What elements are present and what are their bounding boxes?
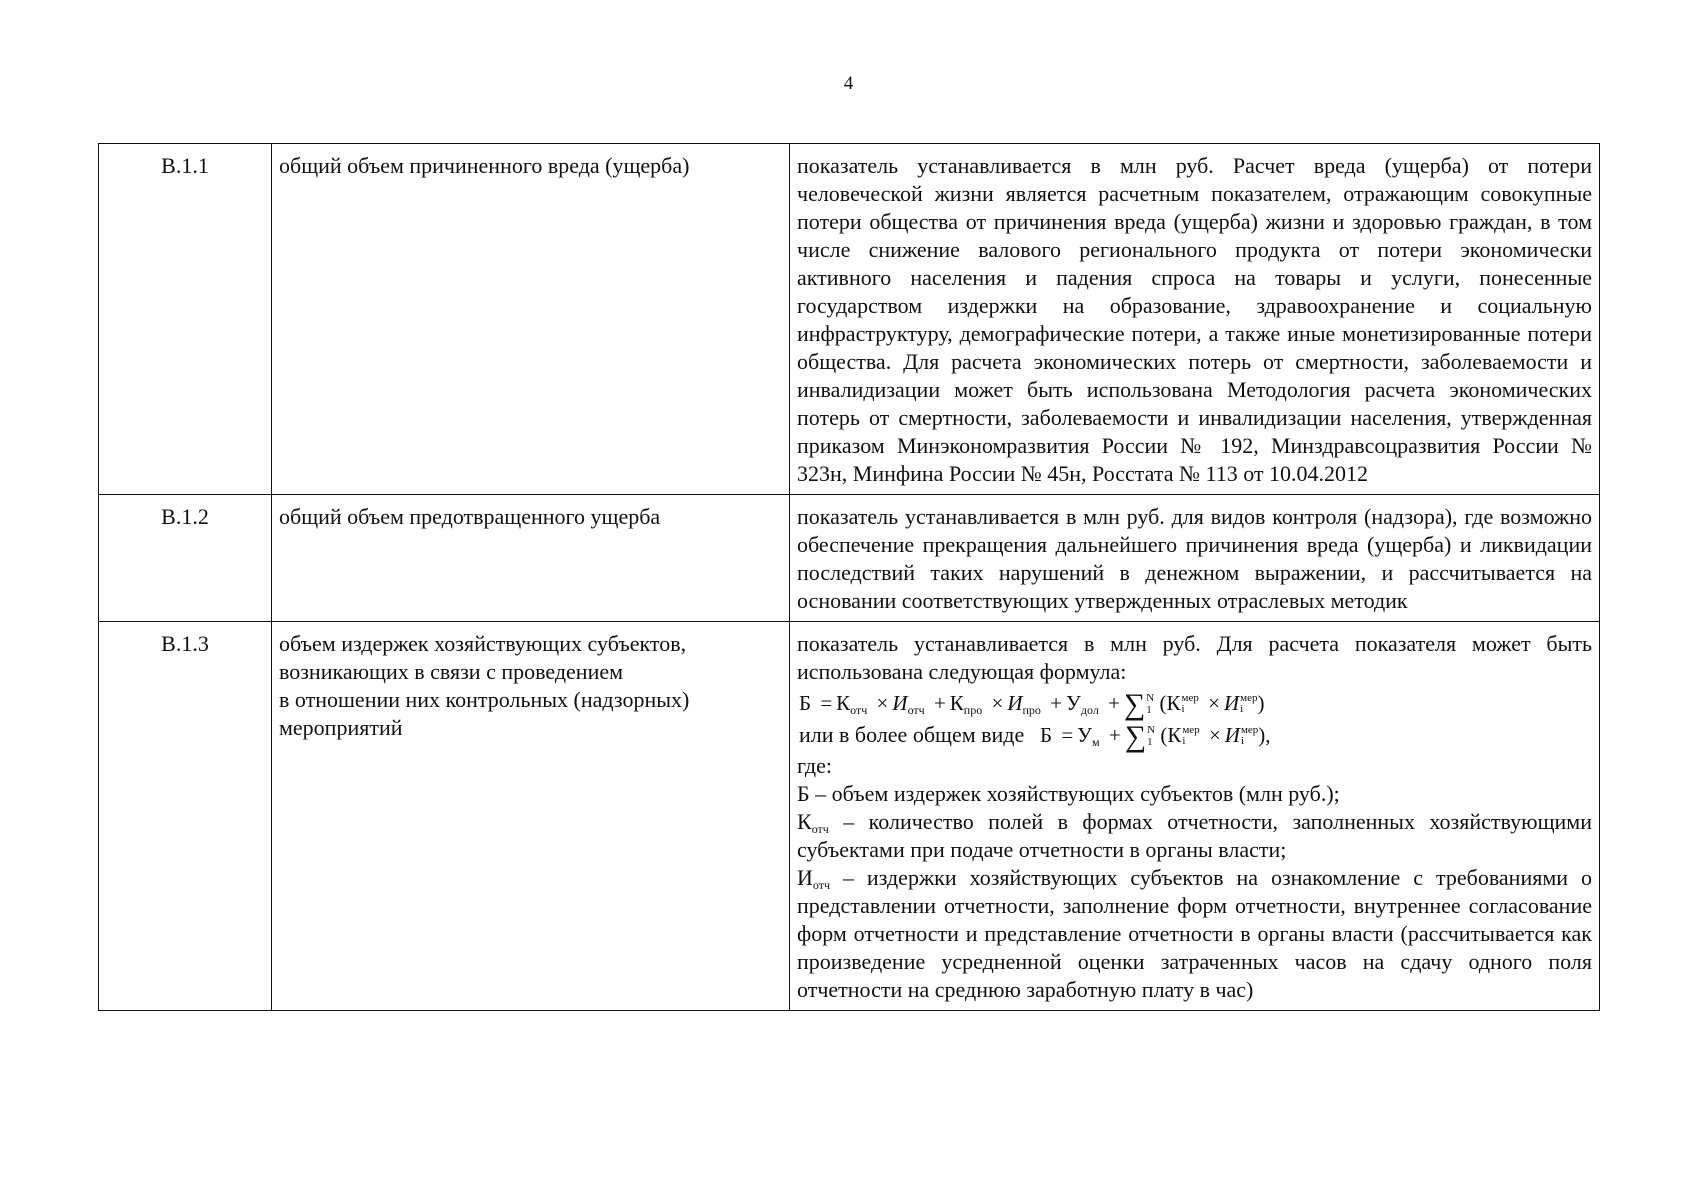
- row-description: показатель устанавливается в млн руб. для видов контроля (надзора), где возможно обеспечение прекращения дальнейшего причинения вреда (ущерба) и ликвидации последствий таких нарушений в денежном выражении, и рассчитывается на основании соответствующих утвержденных отраслевых методик: [790, 495, 1600, 622]
- row-name-line: мероприятий: [279, 715, 403, 740]
- definition-b: Б – объем издержек хозяйствующих субъектов (млн руб.);: [797, 781, 1340, 806]
- table-row: [99, 144, 1600, 495]
- row-name: общий объем причиненного вреда (ущерба): [272, 144, 790, 495]
- row-code: В.1.3: [99, 622, 272, 1011]
- definition-k-otch: $К_{отч}$ – количество полей в формах отчетности, заполненных хозяйствующими субъектами при подаче отчетности в органы власти;: [797, 809, 1592, 862]
- definition-i-otch: $И_{отч}$ – издержки хозяйствующих субъектов на ознакомление с требованиями о представлении отчетности, заполнение форм отчетности, внутреннее согласование форм отчетности и представление отчетности в органы власти (рассчитывается как произведение усредненной оценки затраченных часов на сдачу одного поля отчетности на среднюю заработную плату в час): [797, 865, 1592, 1002]
- row-name-line: объем издержек хозяйствующих субъектов,: [279, 631, 687, 656]
- page-number: 4: [843, 73, 854, 94]
- row-description: показатель устанавливается в млн руб. Расчет вреда (ущерба) от потери человеческой жизни является расчетным показателем, отражающим совокупные потери общества от причинения вреда (ущерба) жизни и здоровью граждан, в том числе снижение валового регионального продукта от потери экономически активного населения и падения спроса на товары и услуги, понесенные государством издержки на образование, здравоохранение и социальную инфраструктуру, демографические потери, а также иные монетизированные потери общества. Для расчета экономических потерь от смертности, заболеваемости и инвалидизации может быть использована Методология расчета экономических потерь от смертности, заболеваемости и инвалидизации населения, утвержденная приказом Минэкономразвития России № 192, Минздравсоцразвития России № 323н, Минфина России № 45н, Росстата № 113 от 10.04.2012: [790, 144, 1600, 495]
- row-description: [790, 622, 1600, 1011]
- where-label: где:: [797, 753, 832, 778]
- formula-intro: показатель устанавливается в млн руб. Для расчета показателя может быть использована следующая формула:: [797, 631, 1592, 684]
- row-name-line: в отношении них контрольных (надзорных): [279, 687, 690, 712]
- indicators-table: [98, 143, 1600, 1011]
- row-code: В.1.1: [99, 144, 272, 495]
- table-row: [99, 622, 1600, 1011]
- row-name: [272, 622, 790, 1011]
- formula-detailed: $Б = К_{отч} \times И_{отч} + К_{про} \times И_{про} + У_{дол}$ + ∑ N 1 (К мер i × И мер i ): [799, 688, 1265, 721]
- sum-symbol: ∑: [1124, 720, 1147, 753]
- formula-general: или в более общем виде $Б = У_м$ + ∑ N 1 (К мер i × И мер i ),: [799, 720, 1271, 753]
- formula-general-lead: или в более общем виде: [799, 722, 1025, 747]
- sum-symbol: ∑: [1123, 688, 1146, 721]
- table-row: [99, 495, 1600, 622]
- row-name-line: возникающих в связи с проведением: [279, 659, 624, 684]
- row-code: В.1.2: [99, 495, 272, 622]
- row-name: общий объем предотвращенного ущерба: [272, 495, 790, 622]
